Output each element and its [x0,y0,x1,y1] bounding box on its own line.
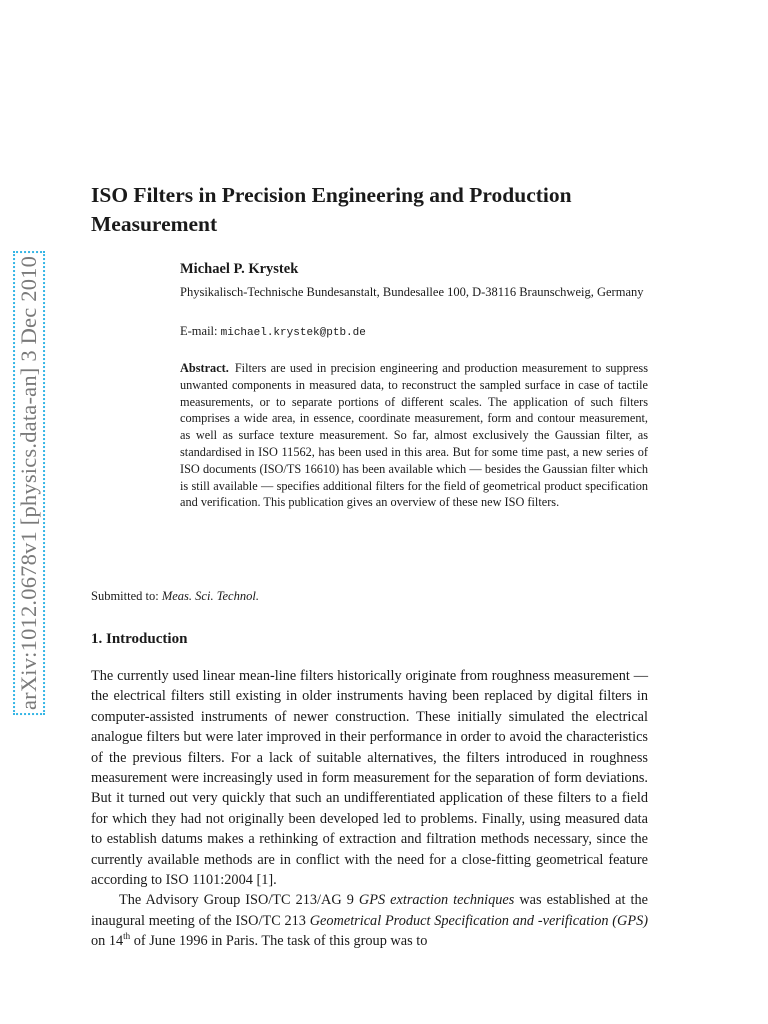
section-heading: 1. Introduction [91,631,188,647]
email-label: E-mail: [180,324,221,338]
citation-link[interactable]: 1 [261,872,269,889]
submitted-label: Submitted to: [91,589,162,603]
author-email [180,324,366,339]
abstract [180,360,648,511]
arxiv-identifier-text[interactable]: arXiv:1012.0678v1 [physics.data-an] 3 Dec 2010 [16,255,41,711]
paragraph-1-end: ]. [268,872,277,889]
author-name: Michael P. Krystek [180,261,299,277]
paragraph-1-text: The currently used linear mean-line filters historically originate from roughness measurement — the electrical filters still existing in older instruments having been replaced by digital filters in computer-assisted instruments of newer construction. These initially simulated the electrical analogue filters but were later improved in their performance in order to avoid the characteristics of the previous filters. For a lack of suitable alternatives, the filters introduced in roughness measurement were increasingly used in form measurement for the separation of form deviations. But it turned out very quickly that such an undifferentiated application of these filters to a field for which they had not originally been developed led to problems. Finally, using measured data to establish datums makes a rethinking of extraction and filtration methods necessary, since the currently available methods are in conflict with the need for a close-fitting geometrical feature according to ISO 1101:2004 [ [91,668,648,889]
paragraph-2-emph-1: GPS extraction techniques [358,892,515,909]
ordinal-superscript: th [123,931,131,942]
paragraph-2-text-d: of June 1996 in Paris. The task of this group was to [130,933,428,950]
paragraph-2 [91,890,648,951]
paper-title: ISO Filters in Precision Engineering and Production Measurement [91,183,572,236]
journal-name: Meas. Sci. Technol. [161,589,259,603]
abstract-label: Abstract. [180,361,229,375]
email-address[interactable]: michael.krystek@ptb.de [220,327,366,339]
paragraph-2-emph-2: Geometrical Product Specification and -verification (GPS) [309,912,648,929]
paragraph-1 [91,666,648,890]
paragraph-2-text-b: was established at the inaugural meeting of the ISO/TC 213 [91,892,648,929]
paragraph-2-text-a: The Advisory Group ISO/TC 213/AG 9 [119,892,359,909]
submission-note [91,589,259,604]
section-body [91,666,648,952]
arxiv-identifier-stamp [9,216,49,750]
paragraph-2-text-c: on 14 [91,933,124,950]
abstract-text: Filters are used in precision engineering and production measurement to suppress unwanted components in measured data, to reconstruct the sampled surface in case of tactile measurements, or to separate portions of different scales. The application of such filters comprises a wide area, in essence, coordinate measurement, form and contour measurement, as well as surface texture measurement. So far, almost exclusively the Gaussian filter, as standardised in ISO 11562, has been used in this area. But for some time past, a new series of ISO documents (ISO/TS 16610) has been available which — besides the Gaussian filter which is still available — specifies additional filters for the field of geometrical product specification and verification. This publication gives an overview of these new ISO filters. [180,361,648,510]
author-affiliation: Physikalisch-Technische Bundesanstalt, Bundesallee 100, D-38116 Braunschweig, Germany [180,285,644,299]
